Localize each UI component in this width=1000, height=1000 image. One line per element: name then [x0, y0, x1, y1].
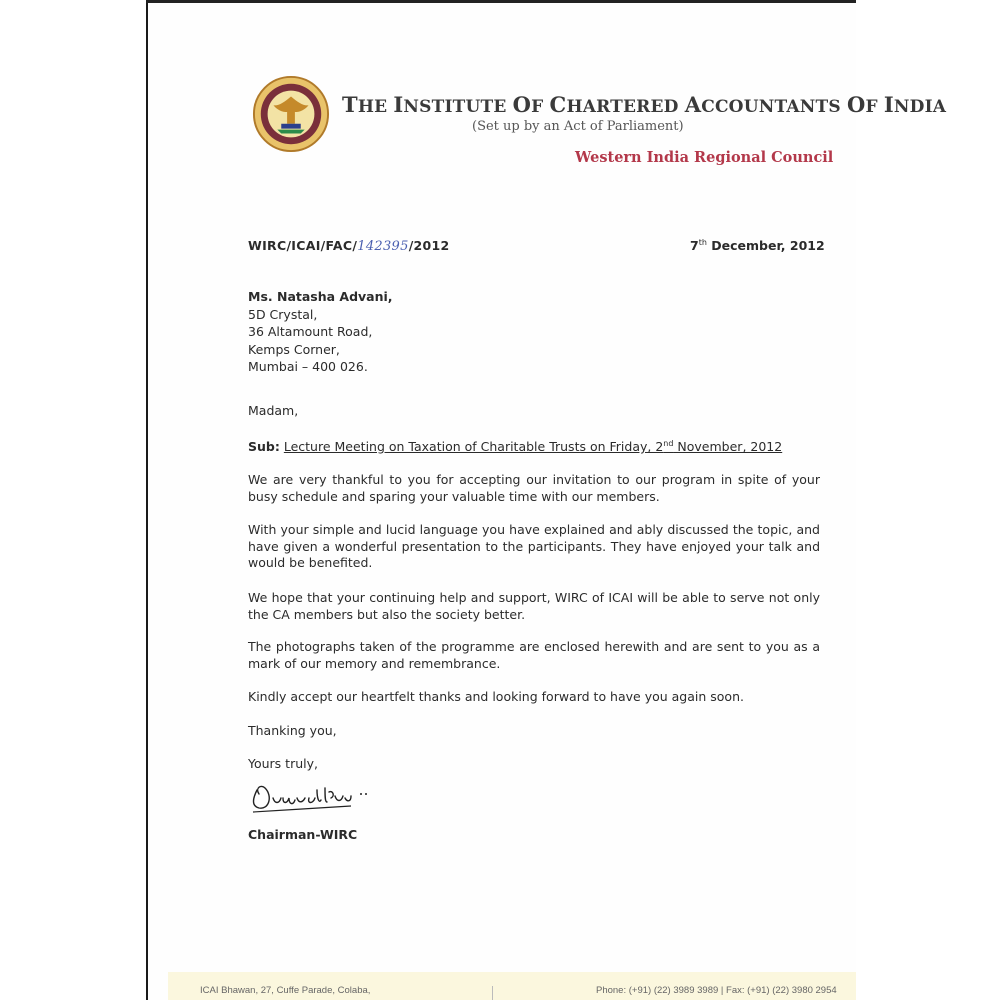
recipient-name: Ms. Natasha Advani, — [248, 289, 393, 304]
address-line: Mumbai – 400 026. — [248, 359, 368, 374]
reference-handwritten-number: 142395 — [357, 239, 409, 254]
body-paragraph: The photographs taken of the programme are enclosed herewith and are sent to you as a mark of our memory and remembrance. — [248, 639, 820, 671]
salutation: Madam, — [248, 403, 299, 418]
body-paragraph: We are very thankful to you for accepting our invitation to our program in spite of your busy schedule and sparing your valuable time with our members. — [248, 472, 820, 504]
body-paragraph: With your simple and lucid language you have explained and ably discussed the topic, and have given a wonderful presentation to the participants. They have enjoyed your talk and would be benefited. — [248, 522, 820, 570]
closing-yours-truly: Yours truly, — [248, 756, 318, 771]
closing-thanking: Thanking you, — [248, 723, 337, 738]
council-name: Western India Regional Council — [575, 149, 834, 166]
reference-prefix: WIRC/ICAI/FAC/ — [248, 238, 358, 253]
reference-suffix: /2012 — [408, 238, 450, 253]
date-rest: December, 2012 — [706, 238, 825, 254]
body-paragraph: We hope that your continuing help and support, WIRC of ICAI will be able to serve not only the CA members but also the society better. — [248, 590, 820, 622]
institute-subtitle: (Set up by an Act of Parliament) — [472, 119, 684, 134]
address-line: 36 Altamount Road, — [248, 324, 373, 339]
subject-line — [248, 439, 782, 454]
address-line: Kemps Corner, — [248, 341, 340, 357]
signer-title: Chairman-WIRC — [248, 827, 358, 842]
reference-number — [248, 238, 450, 254]
body-paragraph: Kindly accept our heartfelt thanks and looking forward to have you again soon. — [248, 689, 744, 704]
subject-label: Sub: — [248, 439, 280, 455]
date-ordinal: th — [698, 238, 707, 247]
institute-name-text: THE INSTITUTE OF CHARTERED ACCOUNTANTS OF INDIA — [342, 92, 947, 117]
subject-text-end: November, 2012 — [673, 439, 783, 455]
footer-contact: Phone: (+91) (22) 3989 3989 | Fax: (+91) (22) 3980 2954 — [596, 985, 837, 996]
handwritten-signature — [243, 776, 373, 820]
scan-margin-right — [856, 0, 1000, 1000]
address-line: 5D Crystal, — [248, 306, 318, 322]
subject-text — [284, 439, 782, 454]
date-day: 7 — [690, 238, 699, 254]
subject-ordinal: nd — [663, 439, 674, 448]
institute-name — [342, 92, 947, 117]
letter-date — [690, 238, 825, 253]
icai-seal-logo — [252, 75, 330, 153]
footer-address: ICAI Bhawan, 27, Cuffe Parade, Colaba, — [200, 985, 371, 996]
footer-divider — [492, 986, 493, 1000]
subject-text-main: Lecture Meeting on Taxation of Charitable Trusts on Friday, 2 — [283, 439, 664, 455]
recipient-address — [248, 288, 393, 376]
